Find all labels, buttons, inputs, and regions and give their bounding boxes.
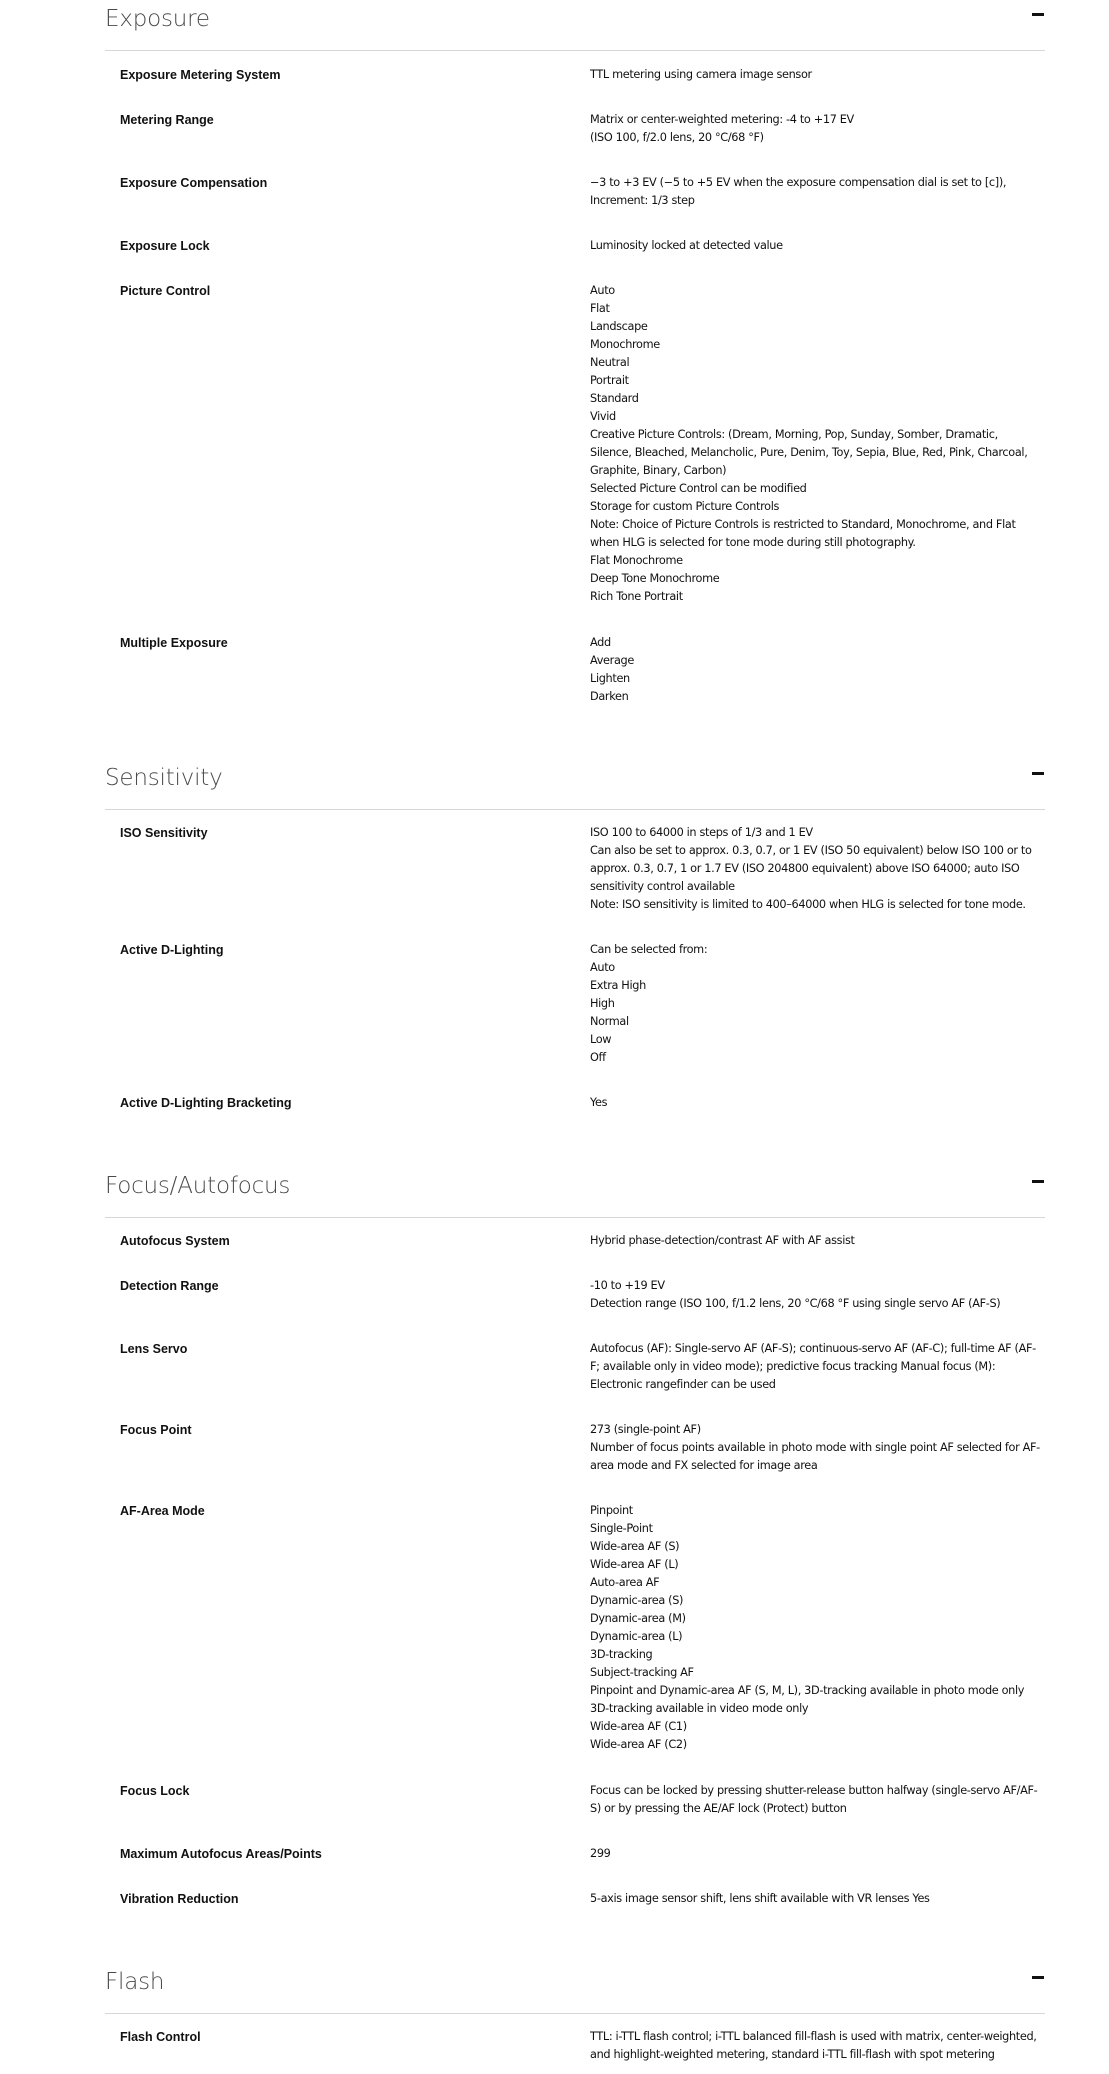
- spec-value-line: Normal: [590, 1015, 629, 1028]
- section-title: Exposure: [105, 6, 210, 32]
- spec-label: Maximum Autofocus Areas/Points: [120, 1847, 322, 1861]
- spec-value-line: Pinpoint and Dynamic-area AF (S, M, L), 3D-tracking available in photo mode only: [590, 1684, 1025, 1697]
- spec-value: [590, 1277, 1040, 1313]
- spec-value-line: Matrix or center-weighted metering: -4 to +17 EV: [590, 113, 854, 126]
- spec-value-line: Dynamic-area (L): [590, 1630, 683, 1643]
- spec-value-line: Average: [590, 654, 634, 667]
- spec-value-line: ISO 100 to 64000 in steps of 1/3 and 1 EV: [590, 826, 813, 839]
- minus-icon: [1032, 1976, 1044, 1979]
- spec-label: Vibration Reduction: [120, 1892, 239, 1906]
- spec-value: [590, 1890, 1040, 1908]
- spec-value-line: Creative Picture Controls: (Dream, Morning, Pop, Sunday, Somber, Dramatic, Silence, Bleached, Melancholic, Pure, Denim, Toy, Sepia, Blue, Red, Pink, Charcoal, Graphite, Binary, Carbon): [590, 428, 1028, 477]
- spec-value-line: Standard: [590, 392, 639, 405]
- spec-value-line: Low: [590, 1033, 612, 1046]
- spec-value-line: TTL: i-TTL flash control; i-TTL balanced fill-flash is used with matrix, center-weighted, and highlight-weighted metering, standard i-TTL fill-flash with spot metering: [590, 2030, 1037, 2061]
- spec-label: Exposure Compensation: [120, 176, 268, 190]
- spec-value-line: −3 to +3 EV (−5 to +5 EV when the exposure compensation dial is set to [c]), Increment: 1/3 step: [590, 176, 1007, 207]
- spec-label: Multiple Exposure: [120, 636, 228, 650]
- spec-label: Exposure Metering System: [120, 68, 281, 82]
- spec-value: [590, 2028, 1040, 2064]
- spec-value: [590, 282, 1040, 606]
- spec-label: Exposure Lock: [120, 239, 210, 253]
- spec-label: Metering Range: [120, 113, 214, 127]
- spec-label: Autofocus System: [120, 1234, 230, 1248]
- spec-value: [590, 824, 1040, 914]
- spec-value-line: Auto: [590, 284, 615, 297]
- spec-value-line: Storage for custom Picture Controls: [590, 500, 780, 513]
- spec-value: [590, 1094, 1040, 1112]
- spec-value-line: Wide-area AF (C2): [590, 1738, 687, 1751]
- spec-value-line: Portrait: [590, 374, 629, 387]
- spec-value-line: -10 to +19 EV: [590, 1279, 665, 1292]
- collapse-toggle[interactable]: [1031, 769, 1045, 783]
- section-header: [105, 759, 1045, 810]
- section-header: [105, 0, 1045, 51]
- spec-label: Focus Point: [120, 1423, 192, 1437]
- spec-value-line: Detection range (ISO 100, f/1.2 lens, 20 °C/68 °F using single servo AF (AF-S): [590, 1297, 1001, 1310]
- spec-label: Picture Control: [120, 284, 211, 298]
- spec-value-line: Luminosity locked at detected value: [590, 239, 783, 252]
- spec-value: [590, 237, 1040, 255]
- spec-value-line: Autofocus (AF): Single-servo AF (AF-S); continuous-servo AF (AF-C); full-time AF (AF-F; available only in video mode); predictive focus tracking Manual focus (M): Electronic rangefinder can be used: [590, 1342, 1036, 1391]
- minus-icon: [1032, 1180, 1044, 1183]
- spec-value: [590, 1340, 1040, 1394]
- collapse-toggle[interactable]: [1031, 1177, 1045, 1191]
- spec-value: [590, 1421, 1040, 1475]
- spec-value-line: Darken: [590, 690, 629, 703]
- spec-value-line: 299: [590, 1847, 611, 1860]
- minus-icon: [1032, 772, 1044, 775]
- collapse-toggle[interactable]: [1031, 10, 1045, 24]
- spec-label: Detection Range: [120, 1279, 219, 1293]
- spec-value-line: Can be selected from:: [590, 943, 708, 956]
- section-header: [105, 1963, 1045, 2014]
- spec-label: Lens Servo: [120, 1342, 188, 1356]
- spec-label: Active D-Lighting: [120, 943, 224, 957]
- spec-value-line: Landscape: [590, 320, 648, 333]
- spec-value: [590, 174, 1040, 210]
- spec-value: [590, 941, 1040, 1067]
- spec-label: Active D-Lighting Bracketing: [120, 1096, 292, 1110]
- spec-value: [590, 111, 1040, 147]
- section-sensitivity: [105, 759, 1045, 810]
- spec-value-line: Flat Monochrome: [590, 554, 683, 567]
- spec-value-line: Rich Tone Portrait: [590, 590, 683, 603]
- spec-value-line: Deep Tone Monochrome: [590, 572, 720, 585]
- section-title: Flash: [105, 1969, 165, 1995]
- minus-icon: [1032, 13, 1044, 16]
- spec-value-line: (ISO 100, f/2.0 lens, 20 °C/68 °F): [590, 131, 764, 144]
- spec-value-line: Wide-area AF (C1): [590, 1720, 687, 1733]
- spec-value-line: TTL metering using camera image sensor: [590, 68, 812, 81]
- spec-value-line: Dynamic-area (S): [590, 1594, 684, 1607]
- spec-value-line: Number of focus points available in photo mode with single point AF selected for AF-area mode and FX selected for image area: [590, 1441, 1040, 1472]
- spec-value-line: Add: [590, 636, 611, 649]
- section-title: Sensitivity: [105, 765, 223, 791]
- spec-value-line: Hybrid phase-detection/contrast AF with AF assist: [590, 1234, 855, 1247]
- spec-value-line: Neutral: [590, 356, 630, 369]
- spec-value-line: Can also be set to approx. 0.3, 0.7, or 1 EV (ISO 50 equivalent) below ISO 100 or to approx. 0.3, 0.7, 1 or 1.7 EV (ISO 204800 equivalent) above ISO 64000; auto ISO sensitivity control available: [590, 844, 1032, 893]
- spec-value-line: Extra High: [590, 979, 646, 992]
- spec-value-line: Flat: [590, 302, 610, 315]
- spec-value-line: Off: [590, 1051, 606, 1064]
- spec-value-line: Yes: [590, 1096, 608, 1109]
- spec-value: [590, 1502, 1040, 1754]
- spec-value: [590, 1845, 1040, 1863]
- section-flash: [105, 1963, 1045, 2014]
- spec-value-line: Dynamic-area (M): [590, 1612, 686, 1625]
- spec-value-line: 5-axis image sensor shift, lens shift available with VR lenses Yes: [590, 1892, 930, 1905]
- spec-value: [590, 634, 1040, 706]
- spec-value-line: Vivid: [590, 410, 616, 423]
- spec-value-line: 3D-tracking: [590, 1648, 653, 1661]
- spec-value: [590, 66, 1040, 84]
- spec-value-line: Subject-tracking AF: [590, 1666, 694, 1679]
- spec-value-line: Note: Choice of Picture Controls is restricted to Standard, Monochrome, and Flat when HLG is selected for tone mode during still photography.: [590, 518, 1016, 549]
- spec-value-line: Auto: [590, 961, 615, 974]
- spec-label: AF-Area Mode: [120, 1504, 205, 1518]
- spec-value-line: Selected Picture Control can be modified: [590, 482, 807, 495]
- spec-value-line: Focus can be locked by pressing shutter-release button halfway (single-servo AF/AF-S) or by pressing the AE/AF lock (Protect) button: [590, 1784, 1038, 1815]
- section-header: [105, 1167, 1045, 1218]
- spec-label: ISO Sensitivity: [120, 826, 208, 840]
- spec-value-line: Note: ISO sensitivity is limited to 400–64000 when HLG is selected for tone mode.: [590, 898, 1026, 911]
- spec-label: Focus Lock: [120, 1784, 190, 1798]
- spec-value-line: Auto-area AF: [590, 1576, 660, 1589]
- spec-value-line: 273 (single-point AF): [590, 1423, 701, 1436]
- spec-value-line: Wide-area AF (L): [590, 1558, 679, 1571]
- collapse-toggle[interactable]: [1031, 1973, 1045, 1987]
- spec-value: [590, 1232, 1040, 1250]
- section-exposure: [105, 0, 1045, 51]
- spec-value-line: Lighten: [590, 672, 630, 685]
- spec-value-line: Monochrome: [590, 338, 660, 351]
- spec-value-line: High: [590, 997, 615, 1010]
- spec-label: Flash Control: [120, 2030, 201, 2044]
- section-focus-autofocus: [105, 1167, 1045, 1218]
- spec-value-line: Wide-area AF (S): [590, 1540, 680, 1553]
- section-title: Focus/Autofocus: [105, 1173, 291, 1199]
- spec-value-line: Single-Point: [590, 1522, 653, 1535]
- spec-value-line: 3D-tracking available in video mode only: [590, 1702, 809, 1715]
- spec-value-line: Pinpoint: [590, 1504, 633, 1517]
- spec-value: [590, 1782, 1040, 1818]
